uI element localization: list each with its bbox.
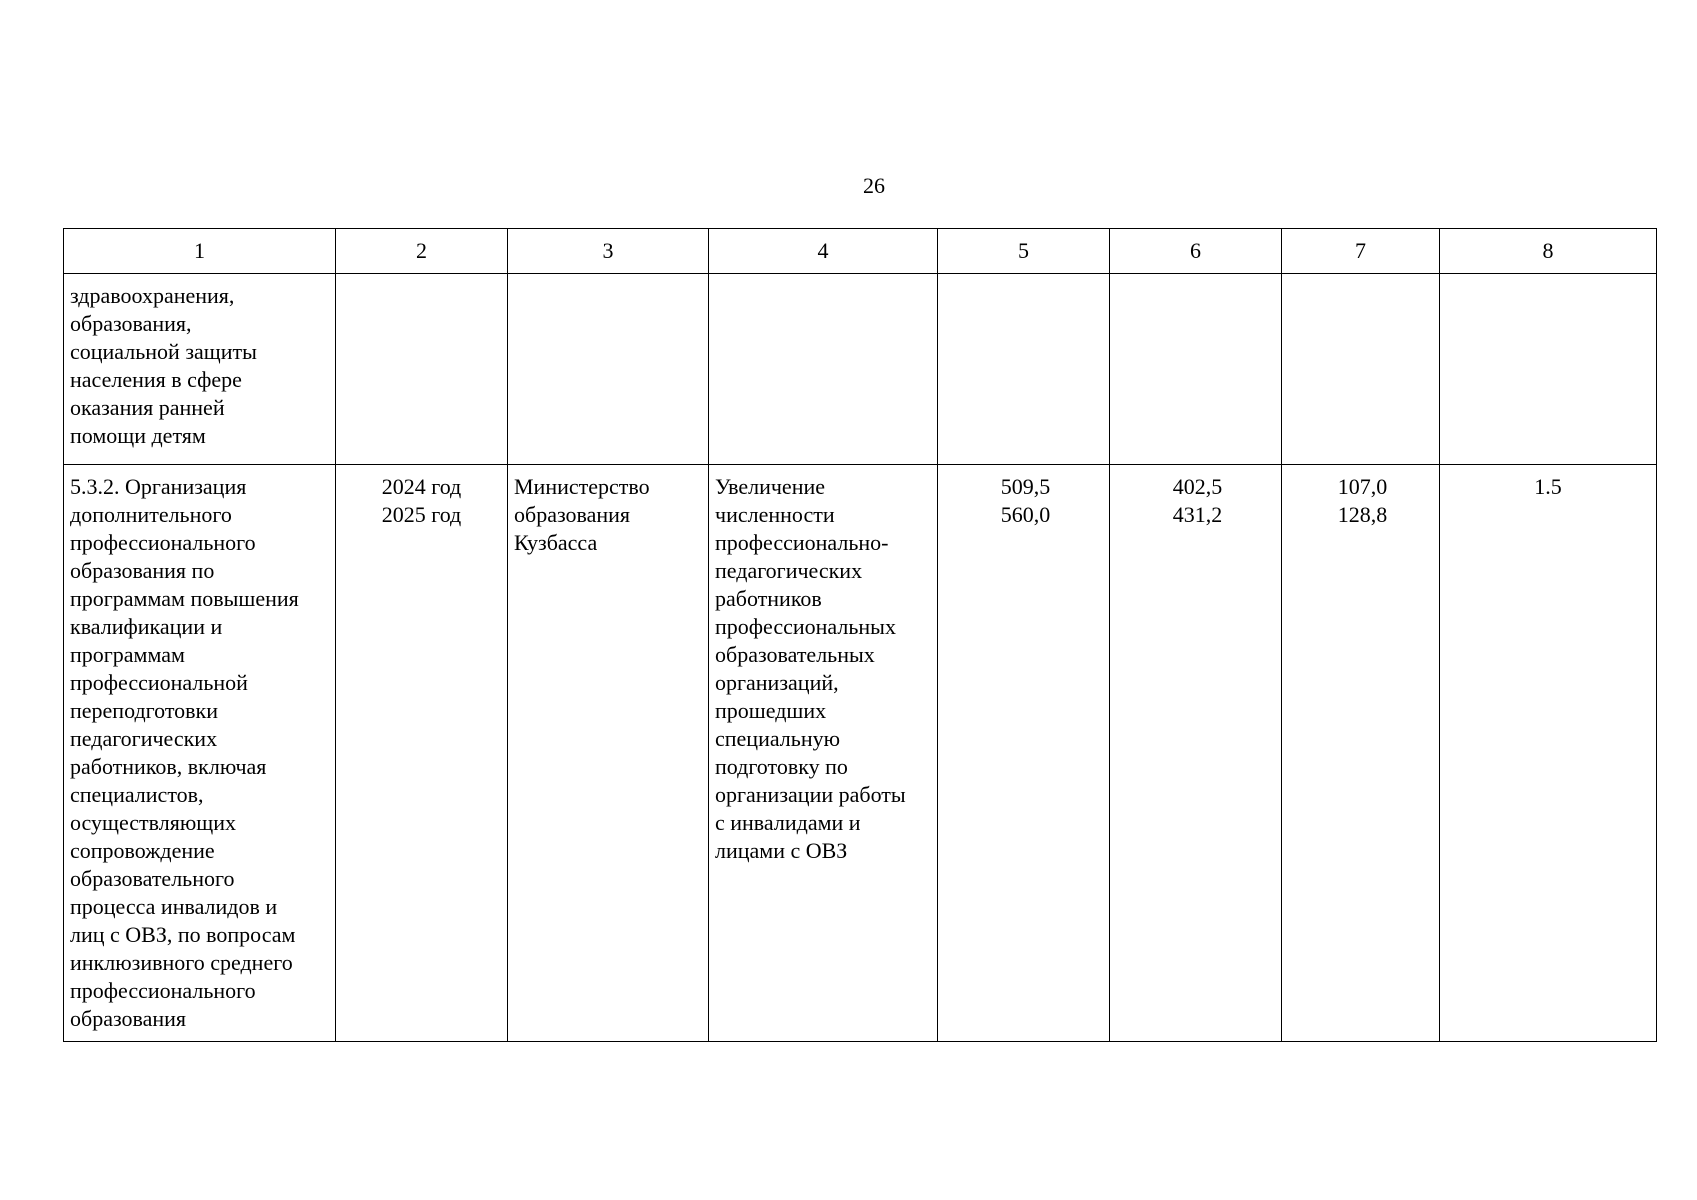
header-col-7: 7 [1282,229,1440,274]
text-line: образовательных [715,642,875,667]
empty-cell [1440,274,1657,465]
text-line: подготовку по [715,754,848,779]
text-line: профессионального [70,978,256,1003]
text-line: лицами с ОВЗ [715,838,848,863]
period-year: 2024 год [381,474,462,499]
text-line: численности [715,502,835,527]
header-col-6: 6 [1110,229,1282,274]
result-cell [709,465,938,1042]
header-col-2: 2 [336,229,508,274]
header-col-4: 4 [709,229,938,274]
text-line: квалификации и [70,614,223,639]
text-line: лиц с ОВЗ, по вопросам [70,922,296,947]
text-line: 5.3.2. Организация [70,474,247,499]
text-line: организаций, [715,670,839,695]
table-row-continuation [64,274,1657,465]
header-col-1: 1 [64,229,336,274]
amount-col6-cell [1110,465,1282,1042]
text-line: образования, [70,311,192,336]
period-cell [336,465,508,1042]
text-line: педагогических [715,558,863,583]
text-line: образования [514,502,631,527]
text-line: профессионально- [715,530,889,555]
text-line: населения в сфере [70,367,242,392]
empty-cell [336,274,508,465]
amount-total-cell [938,465,1110,1042]
text-line: Кузбасса [514,530,598,555]
text-line: образовательного [70,866,235,891]
text-line: здравоохранения, [70,283,235,308]
amount-value: 402,5 [1172,474,1223,499]
text-line: профессиональной [70,670,248,695]
text-line: программам [70,642,185,667]
text-line: профессионального [70,530,256,555]
amount-col7-cell [1282,465,1440,1042]
amount-value: 107,0 [1337,474,1388,499]
amount-value: 560,0 [1000,502,1051,527]
text-line: специалистов, [70,782,204,807]
text-line: оказания ранней [70,395,225,420]
amount-value: 431,2 [1172,502,1223,527]
text-line: Увеличение [715,474,826,499]
header-col-8: 8 [1440,229,1657,274]
header-col-5: 5 [938,229,1110,274]
activity-cell [64,465,336,1042]
text-line: педагогических [70,726,218,751]
page-number: 26 [863,173,885,198]
text-line: сопровождение [70,838,215,863]
text-line: профессиональных [715,614,896,639]
text-line: процесса инвалидов и [70,894,278,919]
text-line: дополнительного [70,502,232,527]
text-line: инклюзивного среднего [70,950,293,975]
text-line: работников [715,586,822,611]
text-line: образования по [70,558,215,583]
text-line: организации работы [715,782,906,807]
table-header-row [64,229,1657,274]
text-line: специальную [715,726,841,751]
continuation-activity-cell [64,274,336,465]
budget-table [63,228,1657,1042]
empty-cell [508,274,709,465]
text-line: программам повышения [70,586,299,611]
text-line: с инвалидами и [715,810,861,835]
text-line: прошедших [715,698,827,723]
table-row-5-3-2 [64,465,1657,1042]
amount-value: 509,5 [1000,474,1051,499]
period-year: 2025 год [381,502,462,527]
empty-cell [938,274,1110,465]
text-line: образования [70,1006,187,1031]
empty-cell [1282,274,1440,465]
text-line: осуществляющих [70,810,236,835]
indicator-number-cell: 1.5 [1440,465,1657,1042]
text-line: работников, включая [70,754,267,779]
header-col-3: 3 [508,229,709,274]
empty-cell [709,274,938,465]
text-line: Министерство [514,474,650,499]
responsible-cell [508,465,709,1042]
empty-cell [1110,274,1282,465]
text-line: социальной защиты [70,339,257,364]
text-line: помощи детям [70,423,206,448]
text-line: переподготовки [70,698,218,723]
amount-value: 128,8 [1337,502,1388,527]
